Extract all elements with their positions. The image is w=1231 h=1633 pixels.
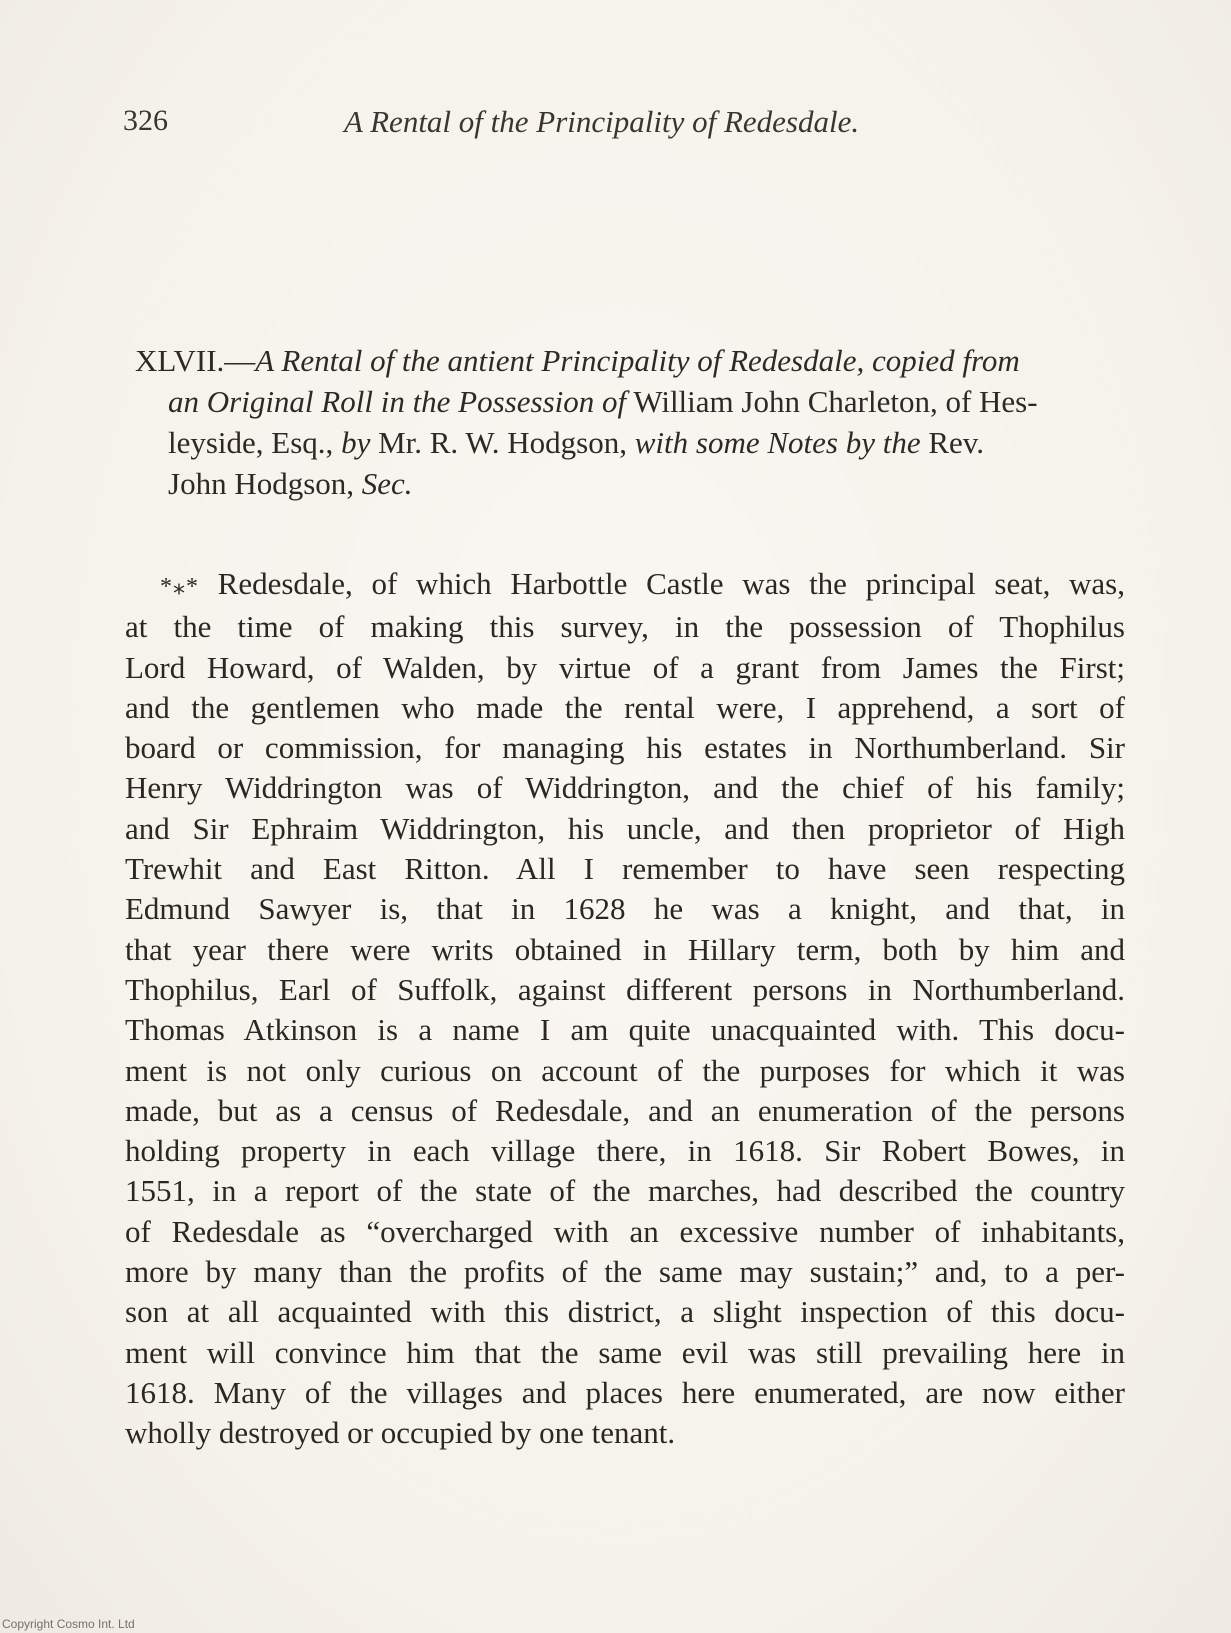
body-line: Trewhit and East Ritton. All I remember to have seen respecting — [125, 851, 1125, 887]
body-line: wholly destroyed or occupied by one tenant. — [125, 1415, 676, 1451]
article-title-line-2: an Original Roll in the Possession of William John Charleton, of Hes- — [168, 384, 1038, 419]
page-number: 326 — [123, 104, 168, 137]
body-line: board or commission, for managing his estates in Northumberland. Sir — [125, 730, 1125, 766]
article-number: XLVII. — [135, 343, 225, 378]
bleed-through-text — [230, 170, 1130, 260]
body-line: Edmund Sawyer is, that in 1628 he was a knight, and that, in — [125, 891, 1125, 927]
article-title-line-4: John Hodgson, Sec. — [168, 466, 413, 501]
article-title-text: A Rental of the antient Principality of Redesdale, copied from — [255, 343, 1020, 378]
body-line: ment will convince him that the same evil was still prevailing here in — [125, 1334, 1125, 1370]
body-line: more by many than the profits of the same may sustain;” and, to a per- — [125, 1254, 1125, 1290]
running-header — [123, 104, 1123, 154]
body-line: of Redesdale as “overcharged with an excessive number of inhabitants, — [125, 1213, 1125, 1249]
article-title-line-3: leyside, Esq., by Mr. R. W. Hodgson, with some Notes by the Rev. — [168, 425, 985, 460]
body-line: and the gentlemen who made the rental were, I apprehend, a sort of — [125, 689, 1125, 725]
body-line: *⁎* Redesdale, of which Harbottle Castle was the principal seat, was, — [160, 566, 1125, 601]
body-line: Thomas Atkinson is a name I am quite unacquainted with. This docu- — [125, 1012, 1125, 1048]
body-line: at the time of making this survey, in the possession of Thophilus — [125, 609, 1125, 645]
article-title — [135, 340, 1125, 504]
body-line: and Sir Ephraim Widdrington, his uncle, and then proprietor of High — [125, 810, 1125, 846]
article-title-line-1 — [135, 340, 1125, 381]
asterism: *⁎* — [160, 574, 199, 600]
body-line: Henry Widdrington was of Widdrington, and the chief of his family; — [125, 770, 1125, 806]
running-title: A Rental of the Principality of Redesdale. — [344, 104, 860, 139]
body-line: made, but as a census of Redesdale, and an enumeration of the persons — [125, 1092, 1125, 1128]
body-line: that year there were writs obtained in Hillary term, both by him and — [125, 931, 1125, 967]
em-dash: — — [224, 343, 256, 378]
body-paragraph — [125, 564, 1125, 1454]
body-line: 1551, in a report of the state of the marches, had described the country — [125, 1173, 1125, 1209]
copyright-notice: Copyright Cosmo Int. Ltd — [2, 1617, 135, 1631]
body-line: ment is not only curious on account of the purposes for which it was — [125, 1052, 1125, 1088]
body-line: 1618. Many of the villages and places here enumerated, are now either — [125, 1374, 1125, 1410]
body-line: Lord Howard, of Walden, by virtue of a grant from James the First; — [125, 649, 1125, 685]
body-line: Thophilus, Earl of Suffolk, against different persons in Northumberland. — [125, 971, 1125, 1007]
body-line: holding property in each village there, in 1618. Sir Robert Bowes, in — [125, 1133, 1125, 1169]
body-line: son at all acquainted with this district, a slight inspection of this docu- — [125, 1294, 1125, 1330]
